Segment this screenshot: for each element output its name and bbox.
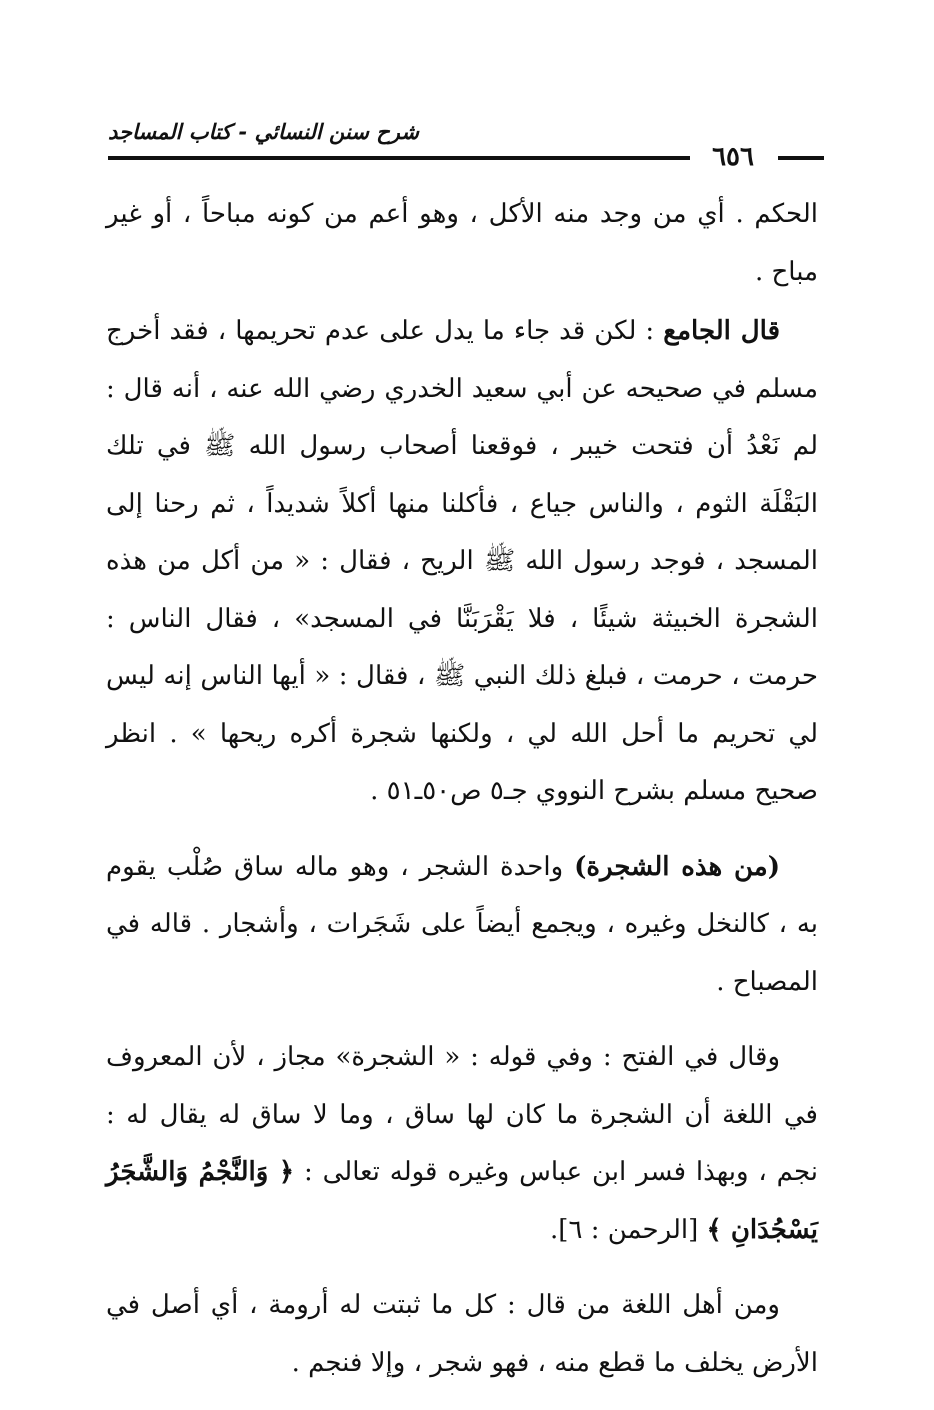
quran-verse: ﴿ وَالنَّجْمُ وَالشَّجَرُ يَسْجُدَانِ ﴾ [106,1157,818,1245]
paragraph-1 [106,186,818,301]
running-title: شرح سنن النسائي - كتاب المساجد [108,120,419,144]
paragraph-4-text: وقال في الفتح : وفي قوله : « الشجرة» مجاز ، لأن المعروف في اللغة أن الشجرة ما كان لها ساق ، وما لا ساق له يقال له : نجم ، وبهذا فسر ابن عباس وغيره قوله تعالى : [106,1042,818,1187]
paragraph-3-text: واحدة الشجر ، وهو ماله ساق صُلْب يقوم به ، كالنخل وغيره ، ويجمع أيضاً على شَجَرات ، وأشجار . قاله في المصباح . [106,851,818,997]
page-header [108,112,824,172]
paragraph-3-lead: (من هذه الشجرة) [574,851,781,882]
page-number-dash [778,156,824,160]
paragraph-2-text: : لكن قد جاء ما يدل على عدم تحريمها ، فقد أخرج مسلم في صحيحه عن أبي سعيد الخدري رضي الله عنه ، أنه قال : لم نَعْدُ أن فتحت خيبر ، فوقعنا أصحاب رسول الله ﷺ في تلك البَقْلَة الثوم ، والناس جياع ، فأكلنا منها أكلاً شديداً ، ثم رحنا إلى المسجد ، فوجد رسول الله ﷺ الريح ، فقال : « من أكل من هذه الشجرة الخبيثة شيئًا ، فلا يَقْرَبَنَّا في المسجد» ، فقال الناس : حرمت ، حرمت ، فبلغ ذلك النبي ﷺ ، فقال : « أيها الناس إنه ليس لي تحريم ما أحل الله لي ، ولكنها شجرة أكره ريحها » . انظر صحيح مسلم بشرح النووي جـ٥ ص٥٠ـ٥١ . [106,316,818,806]
paragraph-3 [106,839,818,1012]
paragraph-5-text: ومن أهل اللغة من قال : كل ما ثبتت له أرومة ، أي أصل في الأرض يخلف ما قطع منه ، فهو شجر ، وإلا فنجم . [106,1290,818,1378]
header-rule [108,156,690,160]
paragraph-4-tail: [الرحمن : ٦]. [550,1214,707,1245]
paragraph-1-text: الحكم . أي من وجد منه الأكل ، وهو أعم من كونه مباحاً ، أو غير مباح . [106,199,818,287]
paragraph-4 [106,1029,818,1259]
page-number: ٦٥٦ [712,142,754,172]
paragraph-2-lead: قال الجامع [663,316,780,346]
body-text [106,186,818,1410]
paragraph-2 [106,303,818,821]
paragraph-5 [106,1277,818,1392]
